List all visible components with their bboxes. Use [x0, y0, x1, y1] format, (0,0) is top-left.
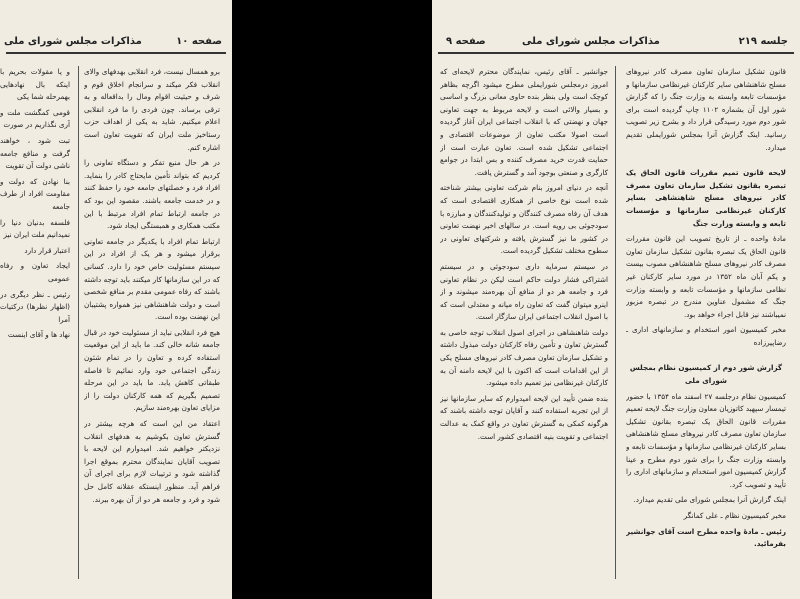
paragraph: هیچ فرد انقلابی نباید از مسئولیت خود در قبال جامعه شانه خالی کند. ما باید از این موقعیت استفاده کرده و تعاون را در تمام شئون زندگی اجتماعی خود وارد نمائیم تا فاصله طبقاتی کاهش یابد. ما بايد در این مرحله تصمیم بگیریم که همه کارکنان دولت را از مزایای تعاون بهره‌مند سازیم.: [84, 327, 220, 413]
session-number: جلسه ۲۱۹: [738, 36, 788, 47]
page-header: [0, 32, 232, 60]
right-page: [432, 0, 800, 599]
paragraph: کمیسیون نظام درجلسه ۲۷ اسفند ماه ۱۳۵۴ با حضور تیمسار سپهبد کاتوزیان معاون وزارت جنگ لایحه تعمیم مقررات قانون الحاق یک تبصره بقانون تشکیل سازمان تعاون مصرف کادر نیروهای مسلح شاهنشاهی بسایر کارکنان غیرنظامی سازمانها و مؤسسات تابعه و وابسته وزارت جنگ را برای شور دوم مطرح و عینا گزارش کمیسیون امور استخدام و سازمانهای اداری را تأیید و تصویب کرد.: [626, 391, 786, 489]
text-column-right: [626, 66, 786, 583]
paragraph: قومی کمگشت ملت و آری نگذاریم در صورت: [0, 107, 70, 130]
paragraph: بنده ضمن تأیید این لایحه امیدوارم که سایر سازمانها نیز از این تجربه استفاده کنند و آقایان توجه داشته باشند که هرگونه کمکی به گسترش تعاون در واقع کمک به عدالت اجتماعی و تقویت بنیه اقتصادی کشور است.: [440, 393, 608, 441]
paragraph: و یا مقولات بحریم با اینکه بال نهادهایی بهمرحله شما یکی: [0, 67, 70, 102]
page-number: صفحه ۱۰: [176, 36, 222, 47]
column-divider: [78, 66, 79, 579]
paragraph: ارتباط تمام افراد با یکدیگر در جامعه تعاونی برقرار میشود و هر یک از افراد در این سیستم مسئولیت خاص خود را دارد. کسانی که در این سازمانها کار میکنند باید توجه داشته باشند که رفاه عمومی مقدم بر منافع شخصی است و دولت شاهنشاهی نیز همواره پشتیبان این نهضت بوده است.: [84, 236, 220, 322]
paragraph: رئیس ـ نظر دیگری در (اظهار نظرها) درکتیات آمرا: [0, 289, 70, 324]
paragraph: اینک گزارش آنرا بمجلس شورای ملی تقدیم میدارد.: [633, 495, 786, 505]
header-rule: [6, 52, 226, 54]
paragraph: آنچه در دنیای امروز بنام شرکت تعاونی بیشتر شناخته شده است نوع خاصی از همکاری اقتصادی است که هدف آن رفاه مصرف کنندگان و تولیدکنندگان و مبارزه با سودجوئی بی رویه است. در سالهای اخیر نهضت تعاونی در کشور ما نیز گسترش یافته و شرکتهای تعاونی در سطوح مختلف تشکیل گردیده است.: [440, 183, 608, 256]
section-heading: گزارش شور دوم از کمیسیون نظام بمجلس شورای ملی: [629, 363, 783, 386]
header-title: مذاکرات مجلس شورای ملی: [522, 36, 660, 47]
page-header: [432, 32, 800, 60]
paragraph: رئیس ـ مادهٔ واحده مطرح است آقای جوانشیر بفرمائید.: [626, 526, 786, 549]
bill-title: لایحه قانون تمیم مقررات قانون الحاق یک تبصره بقانون تشکیل سازمان تعاون مصرف کادر نیروهای مسلح شاهنشاهی بسایر کارکنان غیرنظامی سازمانها و مؤسسات تابعه و وابسته وزارت جنگ: [626, 168, 786, 228]
paragraph: نهاد ها و آقای اینست: [7, 330, 70, 340]
header-title: مذاکرات مجلس شورای ملی: [4, 36, 142, 47]
paragraph: مادهٔ واحده ـ از تاریخ تصویب این قانون مقررات قانون الحاق یک تبصره بقانون تشکیل سازمان تعاون مصرف کادر نیروهای مسلح شاهنشاهی مصوب بیست و یکم آبان ماه ۱۳۵۲ در مورد سایر کارکنان غیر نظامی سازمانها و مؤسسات تابعه و وابسته وزارت جنگ که مشمول عناوین مندرج در تبصره مزبور نمیباشند نیز قابل اجراء خواهد بود.: [626, 234, 786, 319]
header-rule: [438, 52, 794, 54]
left-page: [0, 0, 232, 599]
paragraph: در سیستم سرمایه داری سودجوئی و در سیستم اشتراکی فشار دولت حاکم است لیکن در نظام تعاونی فرد و جامعه هر دو از منافع آن بهره‌مند میشوند و از اینرو میتوان گفت که تعاون راه میانه و معتدلی است که با اصول انقلاب اجتماعی ایران سازگار است.: [440, 261, 608, 322]
paragraph: برو همسال نیست، فرد انقلابی بهدفهای والای انقلاب فکر میکند و سرانجام اخلاق قوم و شرف و حیثیت اقوام ومال را بداقعاله و به ترقی برساند. چون فردی را ما فرد انقلابی اعلام میکنیم. شاید به یکی از اهداف حزب رستاخیز ملت ایران که تقویت تعاون است اشاره کنم.: [84, 67, 220, 152]
text-column-left: [0, 66, 70, 583]
signature-line: مخبر کمیسیون نظام ـ علی کمانگر: [683, 511, 786, 520]
paragraph: فلسفه بدنیان دنیا را نمیدانیم ملت ایران نیز: [0, 217, 70, 240]
paragraph: ایجاد تعاون و رفاه عمومی: [0, 261, 70, 283]
paragraph: قانون تشکیل سازمان تعاون مصرف کادر نیروهای مسلح شاهنشاهی سایر کارکنان غیرنظامی سازمانها و مؤسسات تابعه وابسته به وزارت جنگ را که گزارش شور اول آن بشماره ۱۱۰۲ چاپ گردیده است برای شور دوم مورد رسیدگی قرار داد و بشرح زیر تصویب رسانید. اینک گزارش آنرا بمجلس شورایملی تقدیم میدارد.: [626, 67, 786, 152]
text-column-left: [440, 66, 608, 583]
signature-line: مخبر کمیسیون امور استخدام و سازمانهای اداری ـ رضاپیرزاده: [626, 325, 786, 347]
paragraph: اعتقاد من این است که هرچه بیشتر در گسترش تعاون بکوشیم به هدفهای انقلاب نزدیکتر خواهیم شد. امیدوارم این لایحه با تصویب آقایان نمایندگان محترم بموقع اجرا گذاشته شود و ترتیبات لازم برای اجرای آن فراهم آید. منظور اینستکه عقلانه کامل حل شود و فرد و جامعه هر دو از آن بهره ببرند.: [84, 419, 220, 504]
paragraph: بنا نهادن که دولت و مقاومت افراد از طرف جامعه: [0, 176, 70, 211]
paragraph: جوانشیر ـ آقای رئیس، نمایندگان محترم لایحه‌ای که امروز درمجلس شورایملی مطرح میشود اگرچه بظاهر کوچک است ولی بنظر بنده حاوی معانی بزرگ و اساسی و بسیار والائی است و لایحه مربوط به جهت تعاونی جهان و نهضتی که با انقلاب اجتماعی ایران آغاز گردیده است اصولا مکتب تعاون از موضوعات اقتصادی و اجتماعی تشکیل شده است. تعاون عبارت است از حمایت قدرت خرید مصرف کننده و بس ابتدا در جوامع کارگری و صنعتی بوجود آمد و گسترش یافت.: [440, 67, 608, 177]
paragraph: تبت شود ، خواهند گرفت و منافع جامعه ناشی دولت آن تقویت: [0, 135, 70, 171]
paragraph: اعتبار قرار دارد: [24, 245, 70, 255]
paragraph: در هر حال منبع تفکر و دستگاه تعاونی را کردیم که بتواند تأمین مایحتاج کادر را بنماید. افراد فرد و خصلتهای جامعه خود را حفظ کنند و در خدمت جامعه باشند. مقصود این بود که در جامعه ارتباط تمام افراد مرتبط با این مکتب همکاری و همبستگی ایجاد شود.: [84, 158, 220, 231]
page-number: صفحه ۹: [446, 36, 486, 47]
text-column-right: [84, 66, 220, 583]
paragraph: دولت شاهنشاهی در اجرای اصول انقلاب توجه خاصی به گسترش تعاون و تأمین رفاه کارکنان دولت مبذول داشته و تشکیل سازمان تعاون مصرف کادر نیروهای مسلح یکی از این اقدامات است که اکنون با این لایحه دامنه آن به کارکنان غیرنظامی نیز تعمیم داده میشود.: [440, 327, 608, 388]
column-divider: [615, 66, 616, 579]
